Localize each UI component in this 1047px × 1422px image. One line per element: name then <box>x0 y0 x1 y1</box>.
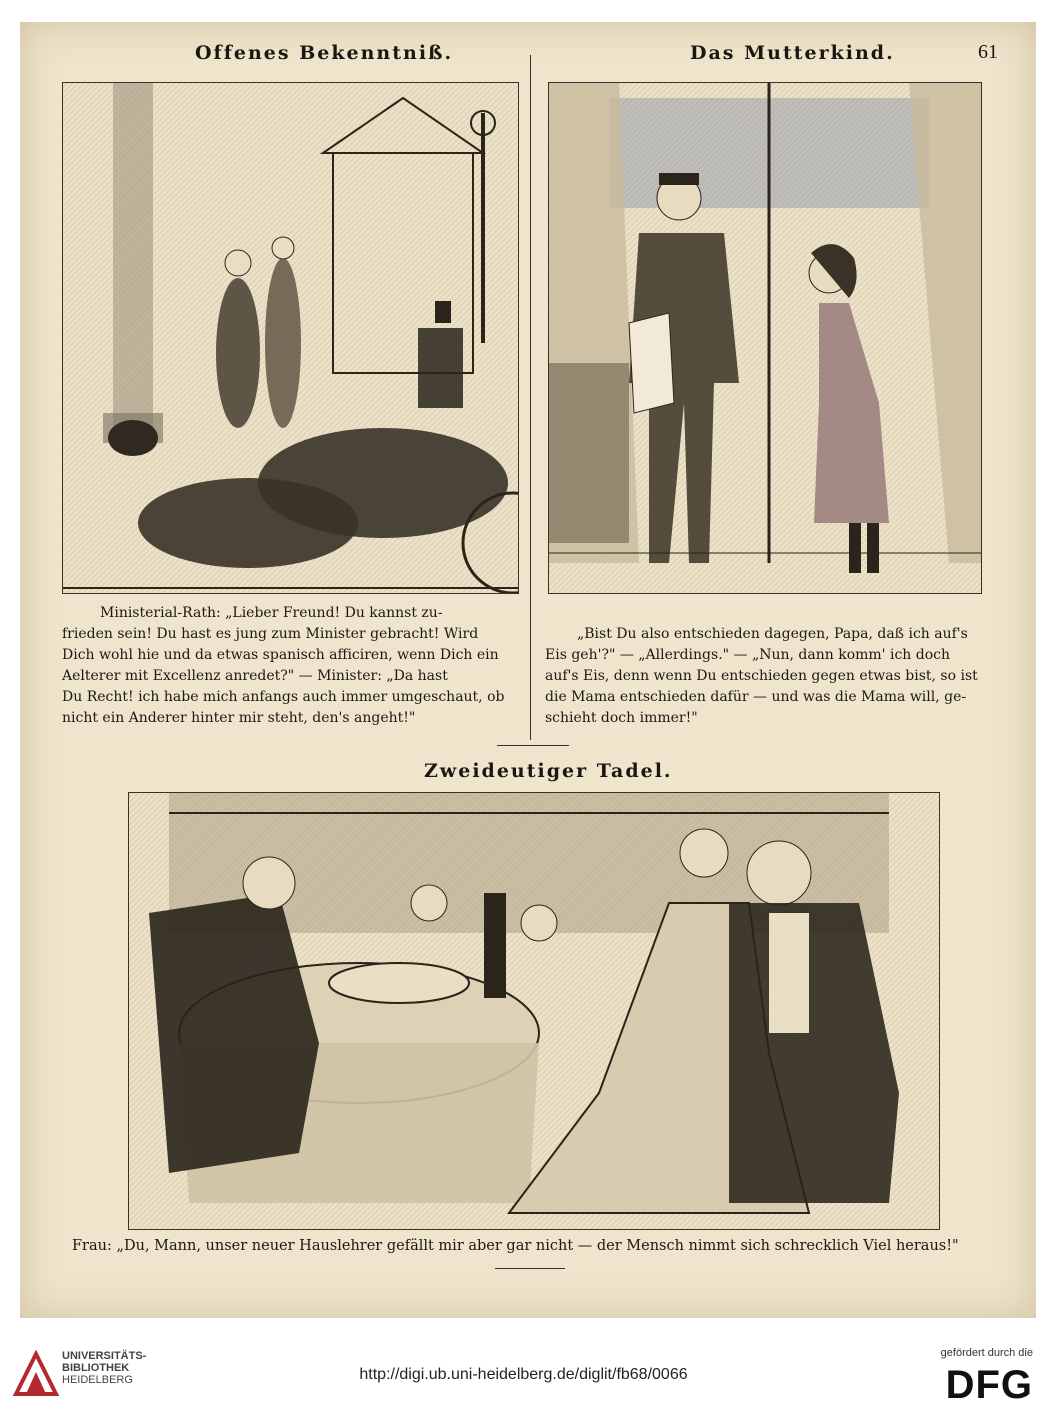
caption-line: schieht doch immer!" <box>545 710 698 726</box>
left-cartoon-title: Offenes Bekenntniß. <box>195 42 454 64</box>
caption-line: Aelterer mit Excellenz anredet?" — Minister: „Da hast <box>62 668 448 684</box>
institution-line: UNIVERSITÄTS- <box>62 1350 147 1362</box>
bottom-illustration <box>128 792 940 1230</box>
end-rule <box>495 1268 565 1269</box>
caption-line: nicht ein Anderer hinter mir steht, den's angeht!" <box>62 710 416 726</box>
institution-line: HEIDELBERG <box>62 1374 133 1386</box>
bottom-cartoon-title: Zweideutiger Tadel. <box>424 760 673 782</box>
institution-line: BIBLIOTHEK <box>62 1362 130 1374</box>
sponsor-label: gefördert durch die <box>940 1347 1033 1359</box>
right-cartoon-title: Das Mutterkind. <box>690 42 895 64</box>
source-url-link[interactable]: http://digi.ub.uni-heidelberg.de/diglit/fb68/0066 <box>359 1366 688 1383</box>
column-divider <box>530 55 531 740</box>
caption-line: frieden sein! Du hast es jung zum Minister gebracht! Wird <box>62 626 479 642</box>
bottom-cartoon-caption: Frau: „Du, Mann, unser neuer Hauslehrer gefällt mir aber gar nicht — der Mensch nimmt sich schrecklich Viel heraus!" <box>72 1238 959 1254</box>
right-illustration <box>548 82 982 594</box>
page-number: 61 <box>978 41 998 63</box>
dfg-logo[interactable]: DFG <box>945 1363 1033 1407</box>
caption-line: die Mama entschieden dafür — und was die Mama will, ge- <box>545 689 967 705</box>
caption-line: Ministerial-Rath: „Lieber Freund! Du kannst zu- <box>100 605 443 621</box>
section-rule <box>497 745 569 746</box>
caption-line: „Bist Du also entschieden dagegen, Papa, daß ich auf's <box>577 626 968 642</box>
left-illustration <box>62 82 519 594</box>
right-cartoon-caption <box>545 624 980 729</box>
caption-line: auf's Eis, denn wenn Du entschieden gegen etwas bist, so ist <box>545 668 978 684</box>
left-cartoon-caption <box>62 603 517 729</box>
caption-line: Dich wohl hie und da etwas spanisch afficiren, wenn Dich ein <box>62 647 499 663</box>
caption-line: Du Recht! ich habe mich anfangs auch immer umgeschaut, ob <box>62 689 505 705</box>
caption-line: Eis geh'?" — „Allerdings." — „Nun, dann komm' ich doch <box>545 647 951 663</box>
